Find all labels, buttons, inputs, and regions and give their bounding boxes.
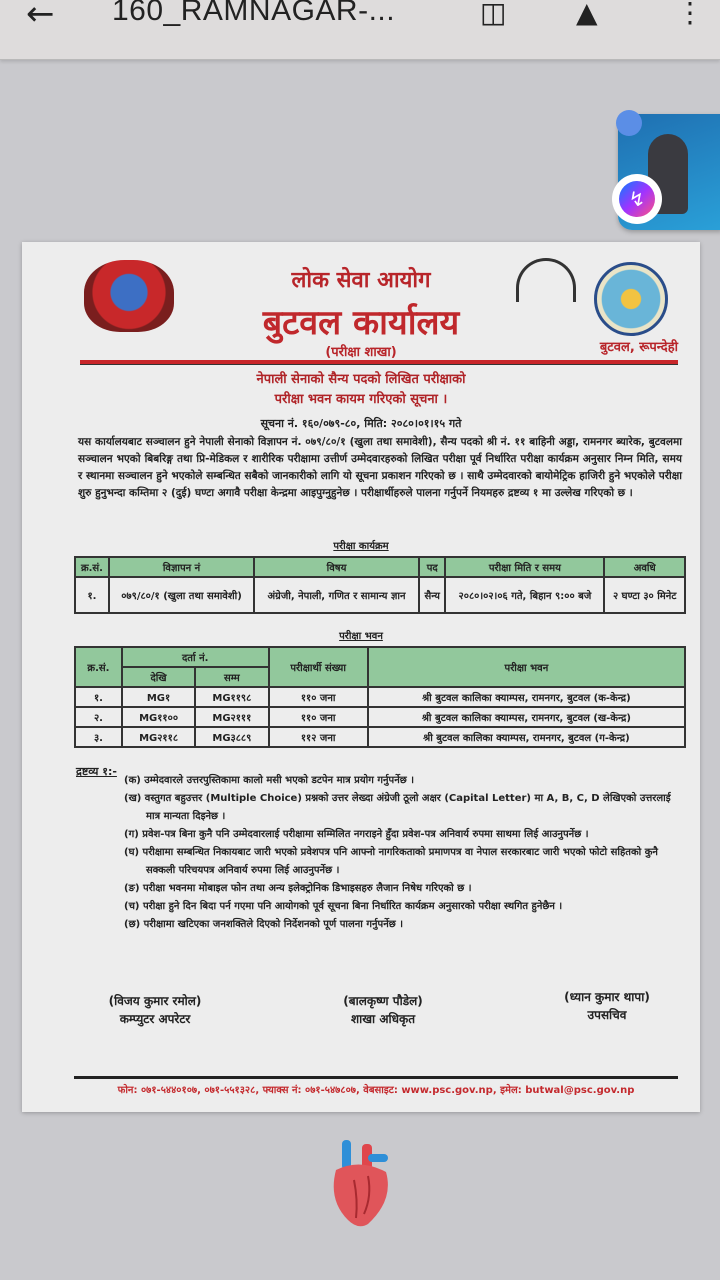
centers-caption: परीक्षा भवन [339,631,383,642]
signatory-name: (विजय कुमार रमोल) [108,994,202,1008]
signatory-name: (ध्यान कुमार थापा) [564,990,650,1004]
notes-heading: द्रष्टव्य १:- [76,765,117,778]
more-vert-icon[interactable]: ⋮ [676,0,704,29]
notice-reference: सूचना नं. १६०/०७९-८०, मिति: २०८०।०१।१५ गते [260,417,462,430]
col-header: क्र.सं. [75,557,109,577]
cell: श्री बुटवल कालिका क्याम्पस, रामनगर, बुटवल (ग-केन्द्र) [368,727,685,747]
header-divider [80,360,678,365]
schedule-table [74,556,686,614]
document-title: 160_RAMNAGAR-... [112,0,396,27]
cell: श्री बुटवल कालिका क्याम्पस, रामनगर, बुटवल (ख-केन्द्र) [368,707,685,727]
cell: ११२ जना [269,727,368,747]
heart-sticker-icon [328,1140,392,1228]
cell: MG११०० [122,707,195,727]
messenger-badge [612,174,662,224]
cell: MG१ [122,687,195,707]
col-header: अवधि [604,557,685,577]
cell: MG११९८ [195,687,268,707]
cell: MG२११८ [122,727,195,747]
col-header: क्र.सं. [75,647,122,687]
back-arrow-icon[interactable]: ← [26,0,55,34]
list-item: (ग) प्रवेश-पत्र बिना कुनै पनि उम्मेदवारलाई परीक्षामा सम्मिलित नगराइने हुँदा प्रवेश-पत्र अनिवार्य रुपमा साथमा लिई आउनुपर्नेछ । [124,829,589,840]
office-place: बुटवल, रूपन्देही [599,340,678,355]
footer-divider [74,1076,678,1079]
notification-dot [616,110,642,136]
cell: १. [75,687,122,707]
signatory-name: (बालकृष्ण पौडेल) [343,994,423,1008]
org-name: लोक सेवा आयोग [291,268,431,293]
col-header: पद [419,557,446,577]
col-header: परीक्षा भवन [368,647,685,687]
table-row [75,577,685,613]
messenger-chat-head[interactable] [618,114,720,230]
notice-title-line-1: नेपाली सेनाको सैन्य पदको लिखित परीक्षाको [256,372,466,387]
col-header: विज्ञापन नं [109,557,254,577]
footer-contact: फोन: ०७१-५४४०१०७, ०७१-५५१३२८, फ्याक्स नं: ०७१-५४७८०७, वेबसाइट: www.psc.gov.np, इमेल: butwal@psc.gov.np [117,1085,635,1096]
cell: MG२१११ [195,707,268,727]
messenger-icon: ↯ [619,181,655,217]
cell: १. [75,577,109,613]
app-toolbar [0,0,720,60]
list-item: (छ) परीक्षामा खटिएका जनशक्तिले दिएको निर्देशनको पूर्ण पालना गर्नुपर्नेछ । [124,919,404,930]
cell: अंग्रेजी, नेपाली, गणित र सामान्य ज्ञान [254,577,419,613]
signatory-title: कम्प्युटर अपरेटर [119,1012,191,1026]
cell: २. [75,707,122,727]
cell: MG३८८९ [195,727,268,747]
signature-block [298,992,468,1028]
list-item: (घ) परीक्षामा सम्बन्धित निकायबाट जारी भएको प्रवेशपत्र पनि आफ्नो नागरिकताको प्रमाणपत्र वा नेपाल सरकारबाट जारी भएको फोटो सहितको कुनै सक्कली परिचयपत्र अनिवार्य रुपमा लिई आउनुपर्नेछ । [124,847,658,876]
pdf-page [22,242,700,1112]
cell: सैन्य [419,577,446,613]
cell: ११० जना [269,707,368,727]
list-item: (क) उम्मेदवारले उत्तरपुस्तिकामा कालो मसी भएको डटपेन मात्र प्रयोग गर्नुपर्नेछ । [124,775,415,786]
table-row [75,687,685,707]
table-row [75,707,685,727]
list-item: (च) परीक्षा हुने दिन बिदा पर्न गएमा पनि आयोगको पूर्व सूचना बिना निर्धारित कार्यक्रम अनुसारको परीक्षा स्थगित हुनेछैन । [124,901,563,912]
col-header: परीक्षार्थी संख्या [269,647,368,687]
search-document-icon[interactable]: ◫ [480,0,507,29]
cell: श्री बुटवल कालिका क्याम्पस, रामनगर, बुटवल (क-केन्द्र) [368,687,685,707]
centers-table [74,646,686,748]
notes-list [124,772,684,934]
list-item: (ख) वस्तुगत बहुउत्तर (Multiple Choice) प्रश्नको उत्तर लेख्दा अंग्रेजी ठूलो अक्षर (Capital Letter) मा A, B, C, D लेखिएको उत्तरलाई मात्र मान्यता दिइनेछ । [124,793,671,822]
cell: २०८०।०२।०६ गते, बिहान ९:०० बजे [445,577,604,613]
col-header: दर्ता नं. [122,647,269,667]
cell: ११० जना [269,687,368,707]
schedule-caption: परीक्षा कार्यक्रम [333,541,389,552]
office-name: बुटवल कार्यालय [262,303,460,343]
cell: ३. [75,727,122,747]
notice-paragraph: यस कार्यालयबाट सञ्चालन हुने नेपाली सेनाको विज्ञापन नं. ०७९/८०/१ (खुला तथा समावेशी), सैन्य पदको श्री नं. ११ बाहिनी अड्डा, रामनगर ब्यारेक, बुटवलमा सञ्चालन भएको बिबरिङ्ग तथा प्रि-मेडिकल र शारीरिक परीक्षामा उत्तीर्ण उम्मेदवारहरुको लिखित परीक्षा पूर्व निर्धारित परीक्षा कार्यक्रम अनुसार निम्न मिति, समय र स्थानमा सञ्चालन हुने भएकोले सम्बन्धित सबैको जानकारीको लागि यो सूचना प्रकाशन गरिएको छ । साथै उम्मेदवारको बायोमेट्रिक हाजिरी हुने भएकोले परीक्षा शुरु हुनुभन्दा कम्तिमा २ (दुई) घण्टा अगावै परीक्षा केन्द्रमा आइपुग्नुहुनेछ । परीक्षार्थीहरुले पालना गर्नुपर्ने नियमहरु द्रष्टव्य १ मा उल्लेख गरिएको छ । [78,436,682,499]
branch-name: (परीक्षा शाखा) [325,345,397,360]
col-header: विषय [254,557,419,577]
add-to-drive-icon[interactable]: ▲ [576,0,598,29]
signatory-title: शाखा अधिकृत [350,1012,416,1026]
notice-title-line-2: परीक्षा भवन कायम गरिएको सूचना । [274,392,448,407]
signature-block [522,988,692,1024]
signature-block [70,992,240,1028]
table-row [75,727,685,747]
cell: ०७९/८०/१ (खुला तथा समावेशी) [109,577,254,613]
signatory-title: उपसचिव [587,1008,627,1022]
col-header: परीक्षा मिति र समय [445,557,604,577]
cell: २ घण्टा ३० मिनेट [604,577,685,613]
list-item: (ङ) परीक्षा भवनमा मोबाइल फोन तथा अन्य इलेक्ट्रोनिक डिभाइसहरु लैजान निषेध गरिएको छ । [124,883,472,894]
col-header: देखि [122,667,195,687]
col-header: सम्म [195,667,268,687]
